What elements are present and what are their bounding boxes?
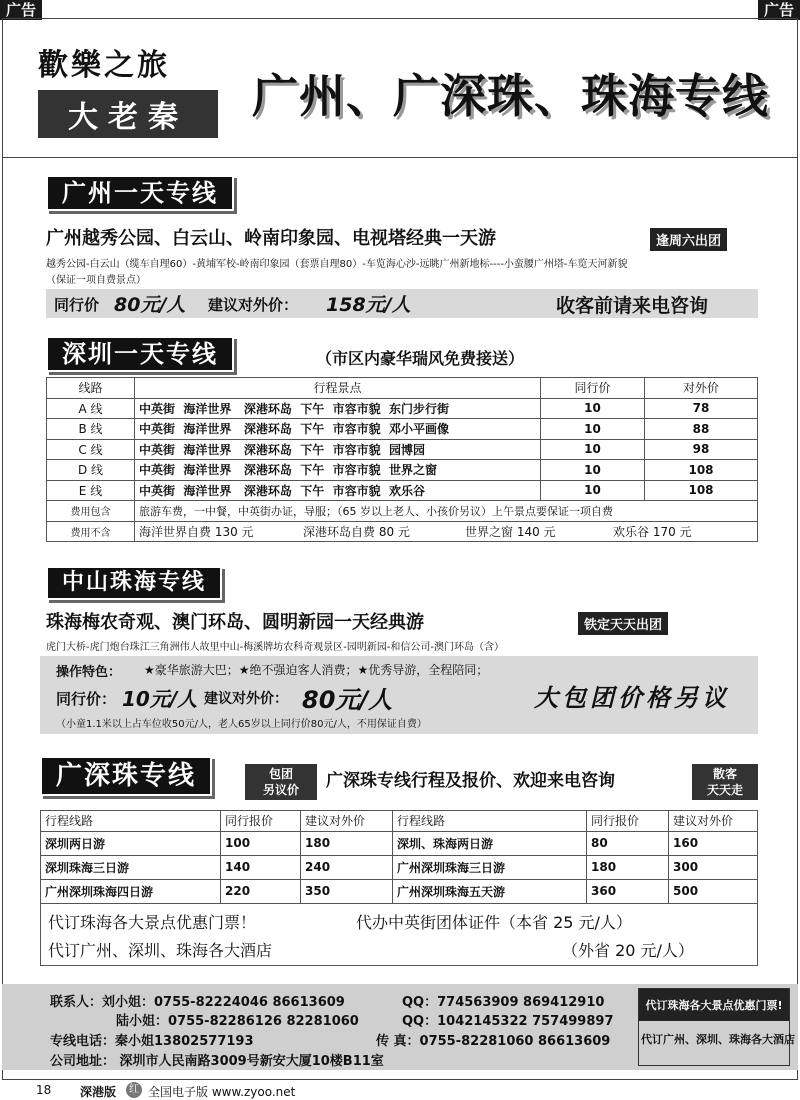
sz-spots: 中英街 海洋世界 深港环岛 下午 市容市貌 东门步行街 bbox=[135, 398, 541, 419]
gsz-section-title: 广深珠专线 bbox=[40, 756, 212, 796]
gsz-header: 行程线路 bbox=[393, 811, 587, 832]
gsz-cell: 220 bbox=[221, 879, 301, 903]
gsz-cell: 350 bbox=[301, 879, 393, 903]
gsz-header: 行程线路 bbox=[41, 811, 221, 832]
header-divider bbox=[2, 157, 798, 158]
sz-exclude-cell bbox=[135, 521, 758, 542]
gz-route-note: （保证一项自费景点） bbox=[46, 275, 146, 286]
table-row bbox=[47, 501, 758, 522]
gsz-cell: 深圳珠海三日游 bbox=[41, 855, 221, 879]
gsz-cell: 240 bbox=[301, 855, 393, 879]
gsz-cell: 180 bbox=[301, 831, 393, 855]
sz-table bbox=[46, 377, 758, 542]
sz-header-public: 对外价 bbox=[645, 378, 758, 399]
gsz-cell: 深圳两日游 bbox=[41, 831, 221, 855]
headline: 广州、广深珠、珠海专线 bbox=[252, 69, 769, 123]
sz-header-peer: 同行价 bbox=[541, 378, 645, 399]
gsz-line2-right: （外省 20 元/人） bbox=[562, 941, 694, 960]
gsz-cell: 500 bbox=[669, 879, 758, 903]
gsz-tag-right-2: 天天走 bbox=[706, 783, 743, 797]
contact-line-2: 陆小姐：0755-82286126 82281060 bbox=[116, 1014, 359, 1029]
gsz-header: 同行报价 bbox=[587, 811, 669, 832]
edition-label: 深港版 bbox=[80, 1085, 117, 1099]
page-number: 18 bbox=[36, 1083, 52, 1097]
zs-note: （小童1.1米以上占车位收50元/人，老人65岁以上同行价80元/人，不用保证自费） bbox=[56, 719, 427, 730]
gsz-header: 建议对外价 bbox=[301, 811, 393, 832]
gsz-cell: 180 bbox=[587, 855, 669, 879]
table-row bbox=[47, 439, 758, 460]
zs-price-value: 10元/人 bbox=[122, 687, 198, 711]
gz-price-value: 80元/人 bbox=[114, 294, 186, 316]
zs-route: 虎门大桥-虎门炮台珠江三角洲伟人故里中山-梅溪牌坊农科奇观景区-园明新园-和信公司-澳门环岛（含） bbox=[46, 642, 505, 653]
zs-features: ★豪华旅游大巴；★绝不强迫客人消费；★优秀导游，全程陪同； bbox=[144, 663, 489, 677]
gsz-cell: 80 bbox=[587, 831, 669, 855]
contact-line-3: 专线电话：秦小姐13802577193 bbox=[50, 1034, 254, 1049]
gsz-headline: 广深珠专线行程及报价、欢迎来电咨询 bbox=[326, 771, 615, 791]
gsz-tag-left-2: 另议价 bbox=[262, 783, 299, 797]
service-box-line2: 代订广州、深圳、珠海各大酒店 bbox=[641, 1033, 795, 1046]
zs-price-label: 同行价： bbox=[56, 690, 117, 708]
gsz-cell: 广州深圳珠海五天游 bbox=[393, 879, 587, 903]
sz-include-label: 费用包含 bbox=[47, 501, 135, 522]
gsz-cell: 300 bbox=[669, 855, 758, 879]
sz-public-price: 108 bbox=[645, 460, 758, 481]
sz-exclude-item: 深港环岛自费 80 元 bbox=[303, 524, 410, 539]
table-row bbox=[47, 398, 758, 419]
gsz-tag-right-1: 散客 bbox=[712, 767, 737, 781]
gsz-table bbox=[40, 810, 758, 904]
sz-line: C 线 bbox=[47, 439, 135, 460]
gsz-tag-left bbox=[245, 764, 317, 800]
edition-circle-icon: 红 bbox=[126, 1082, 142, 1098]
sz-line: D 线 bbox=[47, 460, 135, 481]
sz-line: A 线 bbox=[47, 398, 135, 419]
gsz-line1-right: 代办中英街团体证件（本省 25 元/人） bbox=[356, 913, 632, 932]
zs-feature-label: 操作特色： bbox=[56, 665, 122, 680]
zs-badge: 铁定天天出团 bbox=[578, 612, 668, 635]
zs-suggest-value: 80元/人 bbox=[302, 686, 393, 714]
sz-peer-price: 10 bbox=[541, 480, 645, 501]
contact-fax: 传 真：0755-82281060 86613609 bbox=[376, 1034, 611, 1049]
ad-label-right: 广告 bbox=[758, 0, 800, 20]
ad-label-left: 广告 bbox=[0, 0, 42, 20]
gz-price-label: 同行价 bbox=[54, 296, 100, 314]
sz-exclude-item: 欢乐谷 170 元 bbox=[613, 524, 692, 539]
table-row bbox=[41, 855, 758, 879]
contact-line-1: 联系人：刘小姐：0755-82224046 86613609 bbox=[50, 995, 345, 1010]
table-row bbox=[47, 419, 758, 440]
gz-route: 越秀公园-白云山（缆车自理60）-黄埔军校-岭南印象园（套票自理80）-车览海心沙-远眺广州新地标----小蛮腰广州塔-车览天河新貌 bbox=[46, 259, 628, 270]
gsz-tag-right bbox=[692, 764, 758, 800]
sz-spots: 中英街 海洋世界 深港环岛 下午 市容市貌 园博园 bbox=[135, 439, 541, 460]
sz-public-price: 88 bbox=[645, 419, 758, 440]
brand-top: 歡樂之旅 bbox=[38, 48, 170, 83]
sz-include-text: 旅游车费，一中餐，中英街办证，导服；（65 岁以上老人、小孩价另议）上午景点要保证一项自费 bbox=[135, 501, 758, 522]
table-row bbox=[47, 480, 758, 501]
service-box bbox=[638, 988, 795, 1066]
brand-bottom: 大老秦 bbox=[38, 90, 218, 138]
site-label[interactable]: 全国电子版 www.zyoo.net bbox=[148, 1085, 296, 1099]
table-row bbox=[47, 521, 758, 542]
gsz-line2-left: 代订广州、深圳、珠海各大酒店 bbox=[48, 941, 273, 960]
contact-qq-1: QQ：774563909 869412910 bbox=[402, 995, 605, 1010]
gz-suggest-value: 158元/人 bbox=[326, 294, 411, 316]
table-row bbox=[41, 879, 758, 903]
zs-suggest-label: 建议对外价： bbox=[204, 691, 288, 707]
sz-public-price: 108 bbox=[645, 480, 758, 501]
sz-header-spots: 行程景点 bbox=[135, 378, 541, 399]
sz-peer-price: 10 bbox=[541, 460, 645, 481]
gz-tour-title: 广州越秀公园、白云山、岭南印象园、电视塔经典一天游 bbox=[46, 228, 496, 249]
gsz-cell: 广州深圳珠海三日游 bbox=[393, 855, 587, 879]
zs-tour-title: 珠海梅农奇观、澳门环岛、圆明新园一天经典游 bbox=[46, 612, 424, 633]
table-row bbox=[47, 460, 758, 481]
sz-exclude-label: 费用不含 bbox=[47, 521, 135, 542]
sz-exclude-item: 世界之窗 140 元 bbox=[465, 524, 556, 539]
sz-spots: 中英街 海洋世界 深港环岛 下午 市容市貌 邓小平画像 bbox=[135, 419, 541, 440]
sz-header-line: 线路 bbox=[47, 378, 135, 399]
sz-peer-price: 10 bbox=[541, 419, 645, 440]
sz-peer-price: 10 bbox=[541, 439, 645, 460]
gsz-cell: 100 bbox=[221, 831, 301, 855]
sz-line: B 线 bbox=[47, 419, 135, 440]
sz-spots: 中英街 海洋世界 深港环岛 下午 市容市貌 世界之窗 bbox=[135, 460, 541, 481]
sz-section-title: 深圳一天专线 bbox=[46, 336, 234, 372]
gsz-cell: 广州深圳珠海四日游 bbox=[41, 879, 221, 903]
gz-section-title: 广州一天专线 bbox=[46, 175, 234, 211]
sz-subtitle: （市区内豪华瑞风免费接送） bbox=[316, 349, 525, 368]
gsz-tag-left-1: 包团 bbox=[268, 767, 293, 781]
sz-public-price: 78 bbox=[645, 398, 758, 419]
brand-logo bbox=[38, 40, 218, 138]
gsz-header: 建议对外价 bbox=[669, 811, 758, 832]
gsz-line1-left: 代订珠海各大景点优惠门票！ bbox=[48, 913, 257, 932]
sz-exclude-item: 海洋世界自费 130 元 bbox=[139, 524, 254, 539]
contact-qq-2: QQ：1042145322 757499897 bbox=[402, 1014, 614, 1029]
gz-badge: 逢周六出团 bbox=[650, 228, 727, 251]
gsz-cell: 360 bbox=[587, 879, 669, 903]
sz-line: E 线 bbox=[47, 480, 135, 501]
sz-public-price: 98 bbox=[645, 439, 758, 460]
service-box-line1: 代订珠海各大景点优惠门票! bbox=[639, 989, 789, 1021]
gsz-header: 同行报价 bbox=[221, 811, 301, 832]
gz-contact-note: 收客前请来电咨询 bbox=[556, 295, 709, 317]
contact-address: 公司地址： 深圳市人民南路3009号新安大厦10楼B11室 bbox=[50, 1054, 384, 1069]
gsz-cell: 140 bbox=[221, 855, 301, 879]
sz-peer-price: 10 bbox=[541, 398, 645, 419]
zs-big-note: 大包团价格另议 bbox=[534, 683, 730, 712]
gsz-cell: 160 bbox=[669, 831, 758, 855]
table-row bbox=[41, 831, 758, 855]
sz-spots: 中英街 海洋世界 深港环岛 下午 市容市貌 欢乐谷 bbox=[135, 480, 541, 501]
zs-section-title: 中山珠海专线 bbox=[46, 566, 222, 600]
gz-suggest-label: 建议对外价： bbox=[208, 296, 299, 314]
gsz-cell: 深圳、珠海两日游 bbox=[393, 831, 587, 855]
